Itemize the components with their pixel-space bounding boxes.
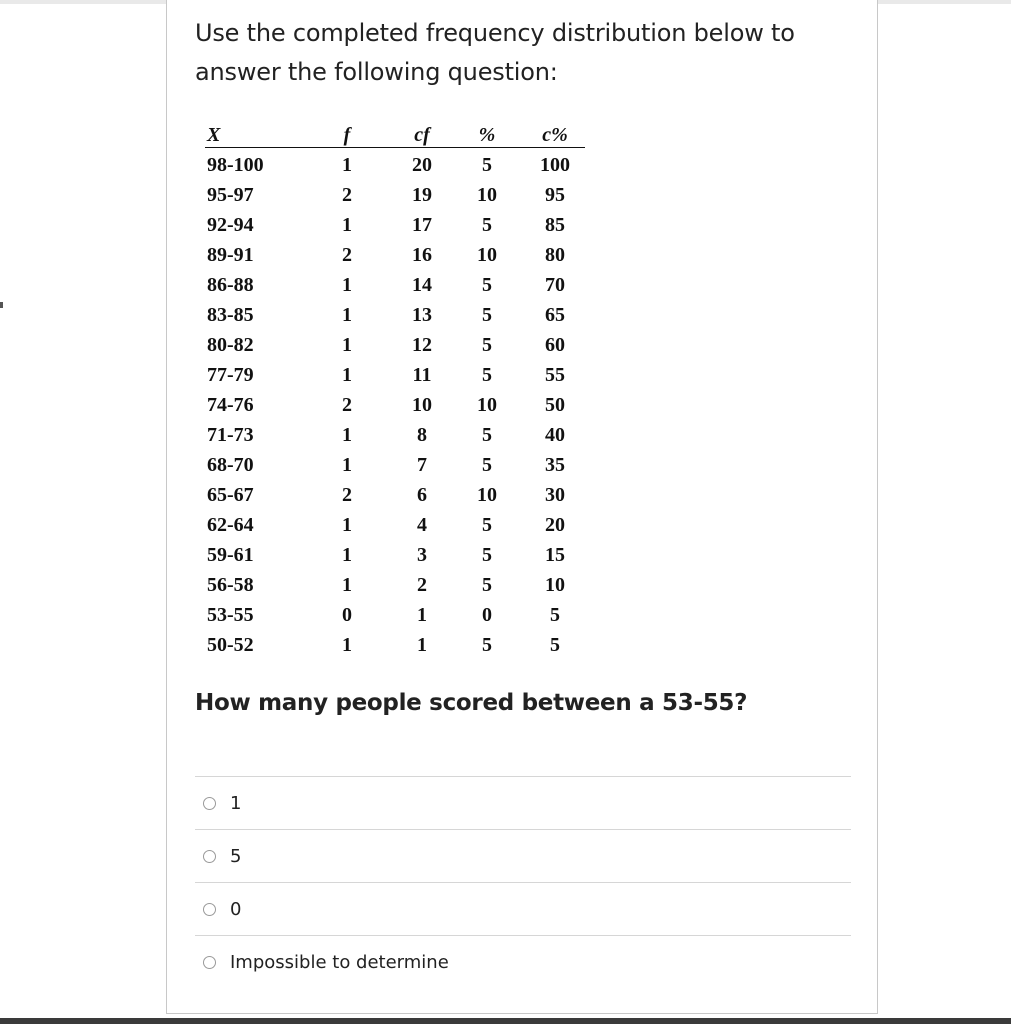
table-row: [205, 630, 585, 660]
cell-f: 1: [342, 424, 352, 446]
cell-cf: 19: [412, 184, 432, 206]
cell-f: 1: [342, 454, 352, 476]
cell-x: 59-61: [207, 544, 254, 566]
cell-cumulative-percent: 95: [545, 184, 565, 206]
cell-f: 1: [342, 544, 352, 566]
cell-x: 77-79: [207, 364, 254, 386]
cell-cumulative-percent: 70: [545, 274, 565, 296]
cell-f: 1: [342, 334, 352, 356]
cell-percent: 5: [482, 334, 492, 356]
cell-f: 1: [342, 574, 352, 596]
header-cumulative-percent: c%: [542, 124, 568, 146]
cell-cumulative-percent: 5: [550, 634, 560, 656]
radio-button[interactable]: [203, 850, 216, 863]
cell-cumulative-percent: 40: [545, 424, 565, 446]
cell-x: 92-94: [207, 214, 254, 236]
cell-cumulative-percent: 35: [545, 454, 565, 476]
radio-button[interactable]: [203, 797, 216, 810]
cell-percent: 5: [482, 574, 492, 596]
cell-percent: 5: [482, 424, 492, 446]
table-body: [205, 150, 585, 660]
cell-cf: 4: [417, 514, 427, 536]
cell-cumulative-percent: 60: [545, 334, 565, 356]
frequency-distribution-table: [205, 120, 585, 660]
table-row: [205, 420, 585, 450]
cell-cumulative-percent: 15: [545, 544, 565, 566]
cell-percent: 5: [482, 514, 492, 536]
cell-cumulative-percent: 5: [550, 604, 560, 626]
cell-percent: 5: [482, 154, 492, 176]
answer-option[interactable]: [195, 776, 851, 829]
answer-option-label: 1: [230, 792, 242, 814]
table-row: [205, 540, 585, 570]
header-percent: %: [478, 124, 496, 146]
cell-x: 95-97: [207, 184, 254, 206]
cell-x: 62-64: [207, 514, 254, 536]
cell-cumulative-percent: 100: [540, 154, 570, 176]
answer-option-label: 5: [230, 845, 242, 867]
cell-cf: 1: [417, 604, 427, 626]
cell-cf: 20: [412, 154, 432, 176]
question-prompt: How many people scored between a 53-55?: [195, 690, 748, 716]
cell-cumulative-percent: 30: [545, 484, 565, 506]
cell-percent: 5: [482, 274, 492, 296]
cell-x: 65-67: [207, 484, 254, 506]
cell-percent: 5: [482, 364, 492, 386]
cell-cf: 16: [412, 244, 432, 266]
cell-cumulative-percent: 80: [545, 244, 565, 266]
edge-marker: [0, 302, 3, 308]
table-row: [205, 150, 585, 180]
cell-x: 83-85: [207, 304, 254, 326]
answer-option[interactable]: [195, 882, 851, 935]
table-row: [205, 570, 585, 600]
table-header-row: [205, 120, 585, 150]
cell-cf: 10: [412, 394, 432, 416]
cell-cumulative-percent: 65: [545, 304, 565, 326]
cell-f: 1: [342, 634, 352, 656]
cell-f: 1: [342, 304, 352, 326]
table-row: [205, 210, 585, 240]
cell-cf: 2: [417, 574, 427, 596]
cell-cf: 13: [412, 304, 432, 326]
cell-x: 86-88: [207, 274, 254, 296]
cell-f: 0: [342, 604, 352, 626]
cell-cumulative-percent: 10: [545, 574, 565, 596]
cell-f: 2: [342, 244, 352, 266]
answer-option[interactable]: [195, 935, 851, 988]
cell-x: 68-70: [207, 454, 254, 476]
answer-options: [195, 776, 851, 988]
cell-percent: 5: [482, 544, 492, 566]
cell-percent: 5: [482, 214, 492, 236]
cell-x: 50-52: [207, 634, 254, 656]
question-intro: Use the completed frequency distribution below to answer the following question:: [195, 19, 795, 86]
answer-option-label: 0: [230, 898, 242, 920]
cell-f: 1: [342, 364, 352, 386]
cell-f: 1: [342, 514, 352, 536]
bottom-taskbar-strip: [0, 1018, 1011, 1024]
cell-percent: 5: [482, 634, 492, 656]
answer-option[interactable]: [195, 829, 851, 882]
cell-x: 89-91: [207, 244, 254, 266]
cell-cf: 14: [412, 274, 432, 296]
cell-percent: 5: [482, 304, 492, 326]
cell-percent: 5: [482, 454, 492, 476]
answer-option-label: Impossible to determine: [230, 951, 449, 973]
cell-percent: 10: [477, 484, 497, 506]
cell-cumulative-percent: 20: [545, 514, 565, 536]
cell-f: 2: [342, 394, 352, 416]
cell-cf: 6: [417, 484, 427, 506]
table-row: [205, 300, 585, 330]
cell-percent: 10: [477, 244, 497, 266]
cell-x: 98-100: [207, 154, 264, 176]
radio-button[interactable]: [203, 903, 216, 916]
table-row: [205, 180, 585, 210]
cell-cumulative-percent: 50: [545, 394, 565, 416]
cell-f: 2: [342, 184, 352, 206]
cell-f: 1: [342, 274, 352, 296]
table-row: [205, 360, 585, 390]
cell-cumulative-percent: 55: [545, 364, 565, 386]
cell-x: 53-55: [207, 604, 254, 626]
header-cf: cf: [414, 124, 430, 146]
table-row: [205, 390, 585, 420]
table-row: [205, 450, 585, 480]
radio-button[interactable]: [203, 956, 216, 969]
cell-x: 74-76: [207, 394, 254, 416]
header-x: X: [207, 124, 221, 146]
cell-cf: 17: [412, 214, 432, 236]
cell-f: 1: [342, 154, 352, 176]
cell-x: 71-73: [207, 424, 254, 446]
cell-percent: 10: [477, 394, 497, 416]
cell-f: 1: [342, 214, 352, 236]
table-row: [205, 270, 585, 300]
cell-x: 80-82: [207, 334, 254, 356]
cell-cf: 11: [412, 364, 432, 386]
header-f: f: [343, 124, 351, 146]
cell-cf: 1: [417, 634, 427, 656]
cell-cf: 3: [417, 544, 427, 566]
cell-cf: 8: [417, 424, 427, 446]
table-row: [205, 330, 585, 360]
cell-cf: 7: [417, 454, 427, 476]
cell-cumulative-percent: 85: [545, 214, 565, 236]
header-underline: [205, 147, 585, 148]
cell-percent: 10: [477, 184, 497, 206]
table-row: [205, 240, 585, 270]
cell-f: 2: [342, 484, 352, 506]
cell-cf: 12: [412, 334, 432, 356]
cell-x: 56-58: [207, 574, 254, 596]
table-row: [205, 480, 585, 510]
cell-percent: 0: [482, 604, 492, 626]
table-row: [205, 510, 585, 540]
table-row: [205, 600, 585, 630]
